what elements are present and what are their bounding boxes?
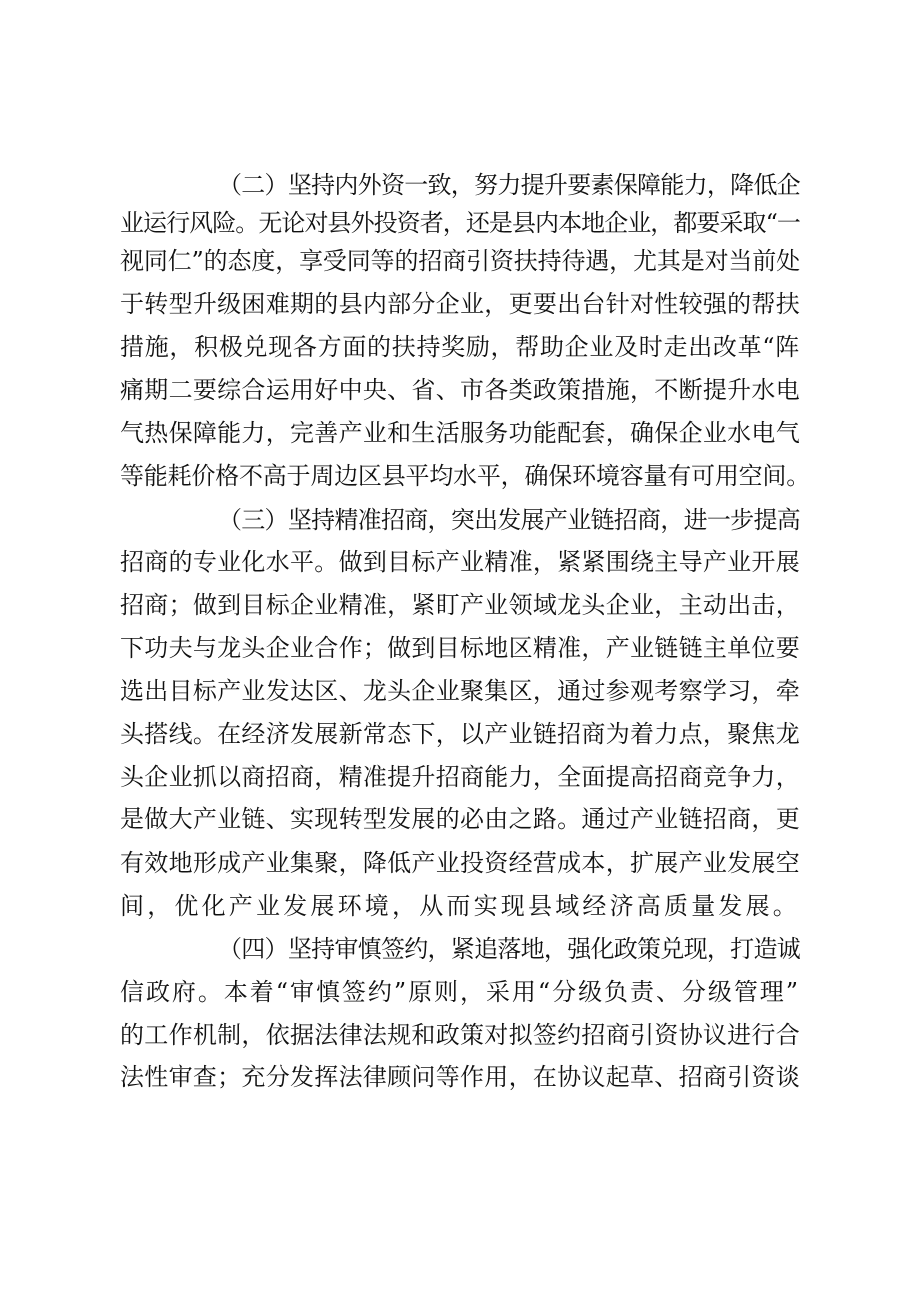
paragraph-3-heading-line: （三）坚持精准招商，突出发展产业链招商，进一步提高 — [218, 506, 800, 534]
text-line: 头企业抓以商招商，精准提升招商能力，全面提高招商竞争力， — [120, 763, 801, 791]
paragraph-2-heading-line: （二）坚持内外资一致，努力提升要素保障能力，降低企 — [218, 171, 800, 199]
text-line: 等能耗价格不高于周边区县平均水平，确保环境容量有可用空间。 — [120, 462, 810, 490]
text-line: 信政府。本着“审慎签约”原则，采用“分级负责、分级管理” — [120, 978, 800, 1006]
text-line: 有效地形成产业集聚，降低产业投资经营成本，扩展产业发展空 — [120, 849, 801, 877]
text-line: 气热保障能力，完善产业和生活服务功能配套，确保企业水电气 — [120, 419, 801, 447]
text-line: 视同仁”的态度，享受同等的招商引资扶持待遇，尤其是对当前处 — [120, 247, 800, 275]
text-line: 痛期二要综合运用好中央、省、市各类政策措施，不断提升水电 — [120, 376, 801, 404]
text-line: 法性审查；充分发挥法律顾问等作用，在协议起草、招商引资谈 — [120, 1063, 801, 1091]
paragraph-4-heading-line: （四）坚持审慎签约，紧追落地，强化政策兑现，打造诚 — [218, 935, 800, 963]
text-line: 下功夫与龙头企业合作；做到目标地区精准，产业链链主单位要 — [120, 634, 801, 662]
text-line: 于转型升级困难期的县内部分企业，更要出台针对性较强的帮扶 — [120, 290, 801, 318]
text-line: 的工作机制，依据法律法规和政策对拟签约招商引资协议进行合 — [120, 1021, 801, 1049]
text-line: 头搭线。在经济发展新常态下，以产业链招商为着力点，聚焦龙 — [120, 720, 801, 748]
text-line: 是做大产业链、实现转型发展的必由之路。通过产业链招商，更 — [120, 805, 801, 833]
text-line: 招商的专业化水平。做到目标产业精准，紧紧围绕主导产业开展 — [120, 548, 801, 576]
text-line: 间，优化产业发展环境，从而实现县域经济高质量发展。 — [120, 892, 800, 920]
text-line: 招商；做到目标企业精准，紧盯产业领域龙头企业，主动出击， — [120, 591, 801, 619]
text-line: 选出目标产业发达区、龙头企业聚集区，通过参观考察学习，牵 — [120, 677, 801, 705]
text-line: 措施，积极兑现各方面的扶持奖励，帮助企业及时走出改革“阵 — [120, 333, 800, 361]
text-line: 业运行风险。无论对县外投资者，还是县内本地企业，都要采取“一 — [120, 209, 800, 237]
